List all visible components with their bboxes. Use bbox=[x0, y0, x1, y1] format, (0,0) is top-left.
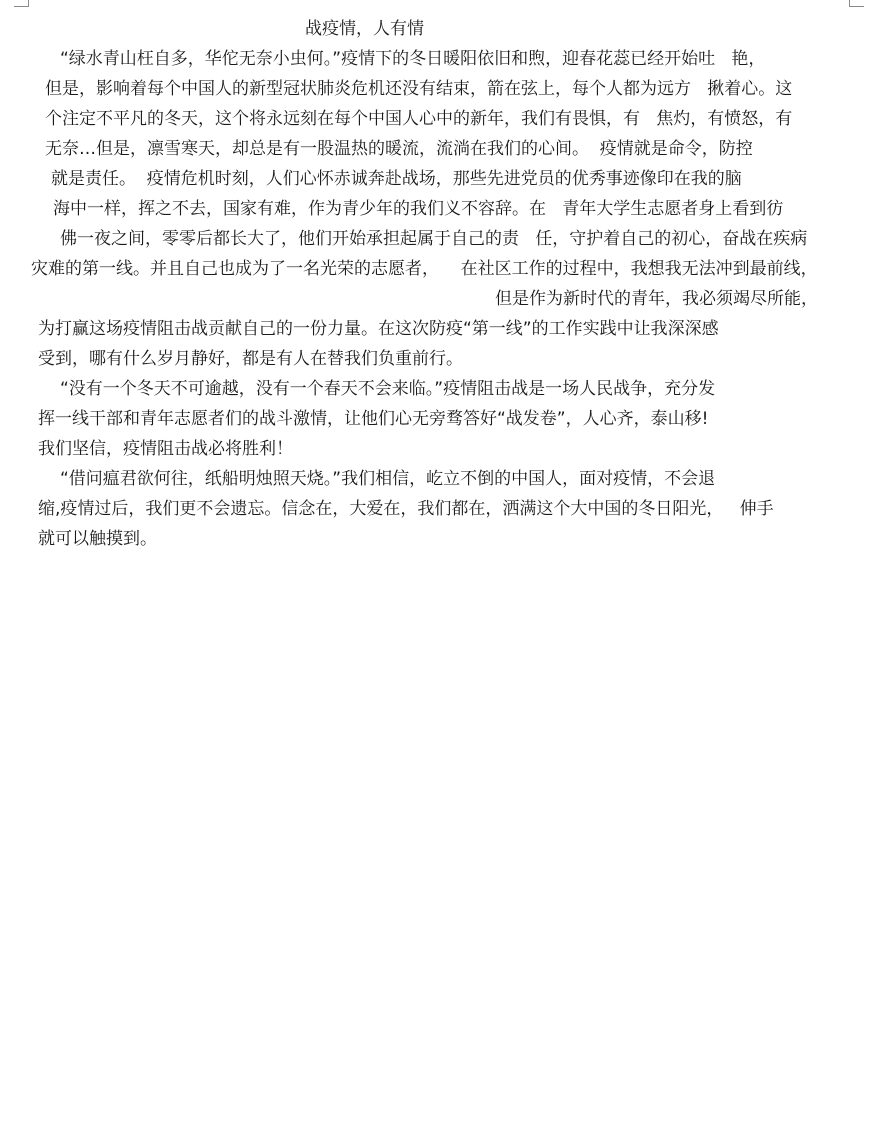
page-corner-mark-left bbox=[14, 0, 29, 7]
paragraph-line: 但是作为新时代的青年，我必须竭尽所能， bbox=[495, 289, 818, 309]
paragraph-line: “借问瘟君欲何往，纸船明烛照天烧。”我们相信，屹立不倒的中国人，面对疫情，不会退 bbox=[60, 469, 716, 489]
paragraph-line: 我们坚信，疫情阻击战必将胜利！ bbox=[38, 439, 293, 459]
paragraph-line: 就可以触摸到。 bbox=[38, 529, 157, 549]
paragraph-line: 但是，影响着每个中国人的新型冠状肺炎危机还没有结束，箭在弦上，每个人都为远方 揪着心。这 bbox=[45, 79, 793, 99]
paragraph-line: 挥一线干部和青年志愿者们的战斗激情，让他们心无旁骛答好“战发卷”，人心齐，泰山移! bbox=[38, 409, 709, 429]
paragraph-line: 灾难的第一线。并且自己也成为了一名光荣的志愿者， 在社区工作的过程中，我想我无法冲到最前线， bbox=[31, 259, 818, 279]
paragraph-line: 佛一夜之间，零零后都长大了，他们开始承担起属于自己的责 任，守护着自己的初心，奋战在疾病 bbox=[60, 229, 808, 249]
paragraph-line: 为打赢这场疫情阻击战贡献自己的一份力量。在这次防疫“第一线”的工作实践中让我深深感 bbox=[38, 319, 719, 339]
page-corner-mark-right bbox=[849, 0, 864, 7]
paragraph-line: 海中一样，挥之不去，国家有难，作为青少年的我们义不容辞。在 青年大学生志愿者身上看到彷 bbox=[53, 199, 784, 219]
page-title: 战疫情，人有情 bbox=[305, 19, 424, 39]
paragraph-line: 缩,疫情过后，我们更不会遗忘。信念在，大爱在，我们都在，洒满这个大中国的冬日阳光， 伸手 bbox=[38, 499, 774, 519]
paragraph-line: 无奈…但是，凛雪寒天，却总是有一股温热的暖流，流淌在我们的心间。 疫情就是命令，防控 bbox=[45, 139, 753, 159]
paragraph-line: “没有一个冬天不可逾越，没有一个春天不会来临。”疫情阻击战是一场人民战争，充分发 bbox=[60, 379, 716, 399]
paragraph-line: 就是责任。 疫情危机时刻，人们心怀赤诚奔赴战场，那些先进党员的优秀事迹像印在我的脑 bbox=[51, 169, 742, 189]
paragraph-line: 受到，哪有什么岁月静好，都是有人在替我们负重前行。 bbox=[38, 349, 463, 369]
paragraph-line: 个注定不平凡的冬天，这个将永远刻在每个中国人心中的新年，我们有畏惧，有 焦灼，有愤怒，有 bbox=[45, 109, 793, 129]
paragraph-line: “绿水青山枉自多，华佗无奈小虫何。”疫情下的冬日暖阳依旧和煦，迎春花蕊已经开始吐 艳， bbox=[60, 49, 766, 69]
